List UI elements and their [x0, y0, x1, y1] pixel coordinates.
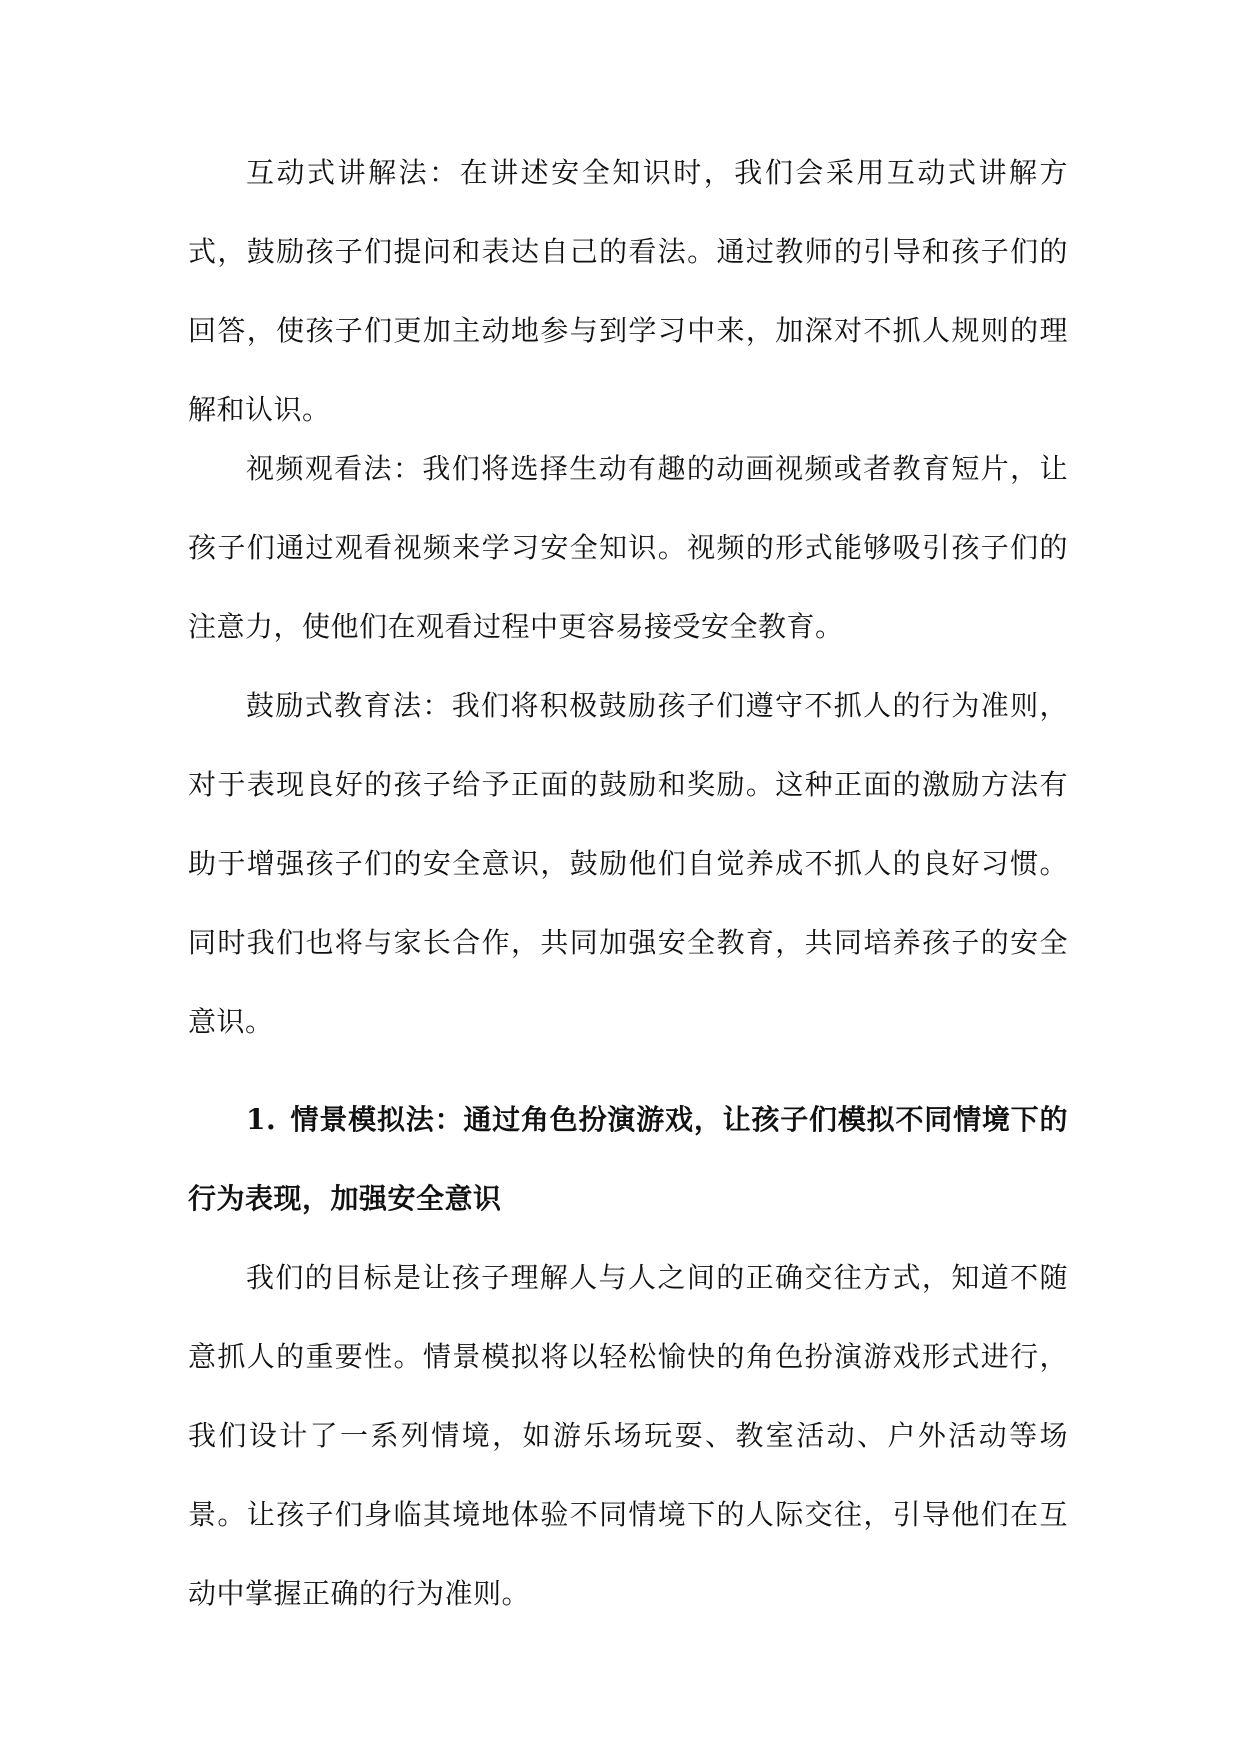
section-heading-text: 情景模拟法：通过角色扮演游戏，让孩子们模拟不同情境下的行为表现，加强安全意识	[188, 1103, 1068, 1215]
paragraph-encouragement-education: 鼓励式教育法：我们将积极鼓励孩子们遵守不抓人的行为准则，对于表现良好的孩子给予正面的鼓励和奖励。这种正面的激励方法有助于增强孩子们的安全意识，鼓励他们自觉养成不抓人的良好习惯。同时我们也将与家长合作，共同加强安全教育，共同培养孩子的安全意识。	[188, 689, 1068, 1038]
paragraph-video-watching: 视频观看法：我们将选择生动有趣的动画视频或者教育短片，让孩子们通过观看视频来学习安全知识。视频的形式能够吸引孩子们的注意力，使他们在观看过程中更容易接受安全教育。	[188, 452, 1068, 643]
section-heading-number: 1.	[246, 1103, 277, 1136]
paragraph-interactive-explanation: 互动式讲解法：在讲述安全知识时，我们会采用互动式讲解方式，鼓励孩子们提问和表达自己的看法。通过教师的引导和孩子们的回答，使孩子们更加主动地参与到学习中来，加深对不抓人规则的理解和认识。	[188, 156, 1068, 426]
section-heading	[188, 1080, 1068, 1238]
paragraph-scenario-goal: 我们的目标是让孩子理解人与人之间的正确交往方式，知道不随意抓人的重要性。情景模拟将以轻松愉快的角色扮演游戏形式进行，我们设计了一系列情境，如游乐场玩耍、教室活动、户外活动等场景。让孩子们身临其境地体验不同情境下的人际交往，引导他们在互动中掌握正确的行为准则。	[188, 1261, 1068, 1610]
